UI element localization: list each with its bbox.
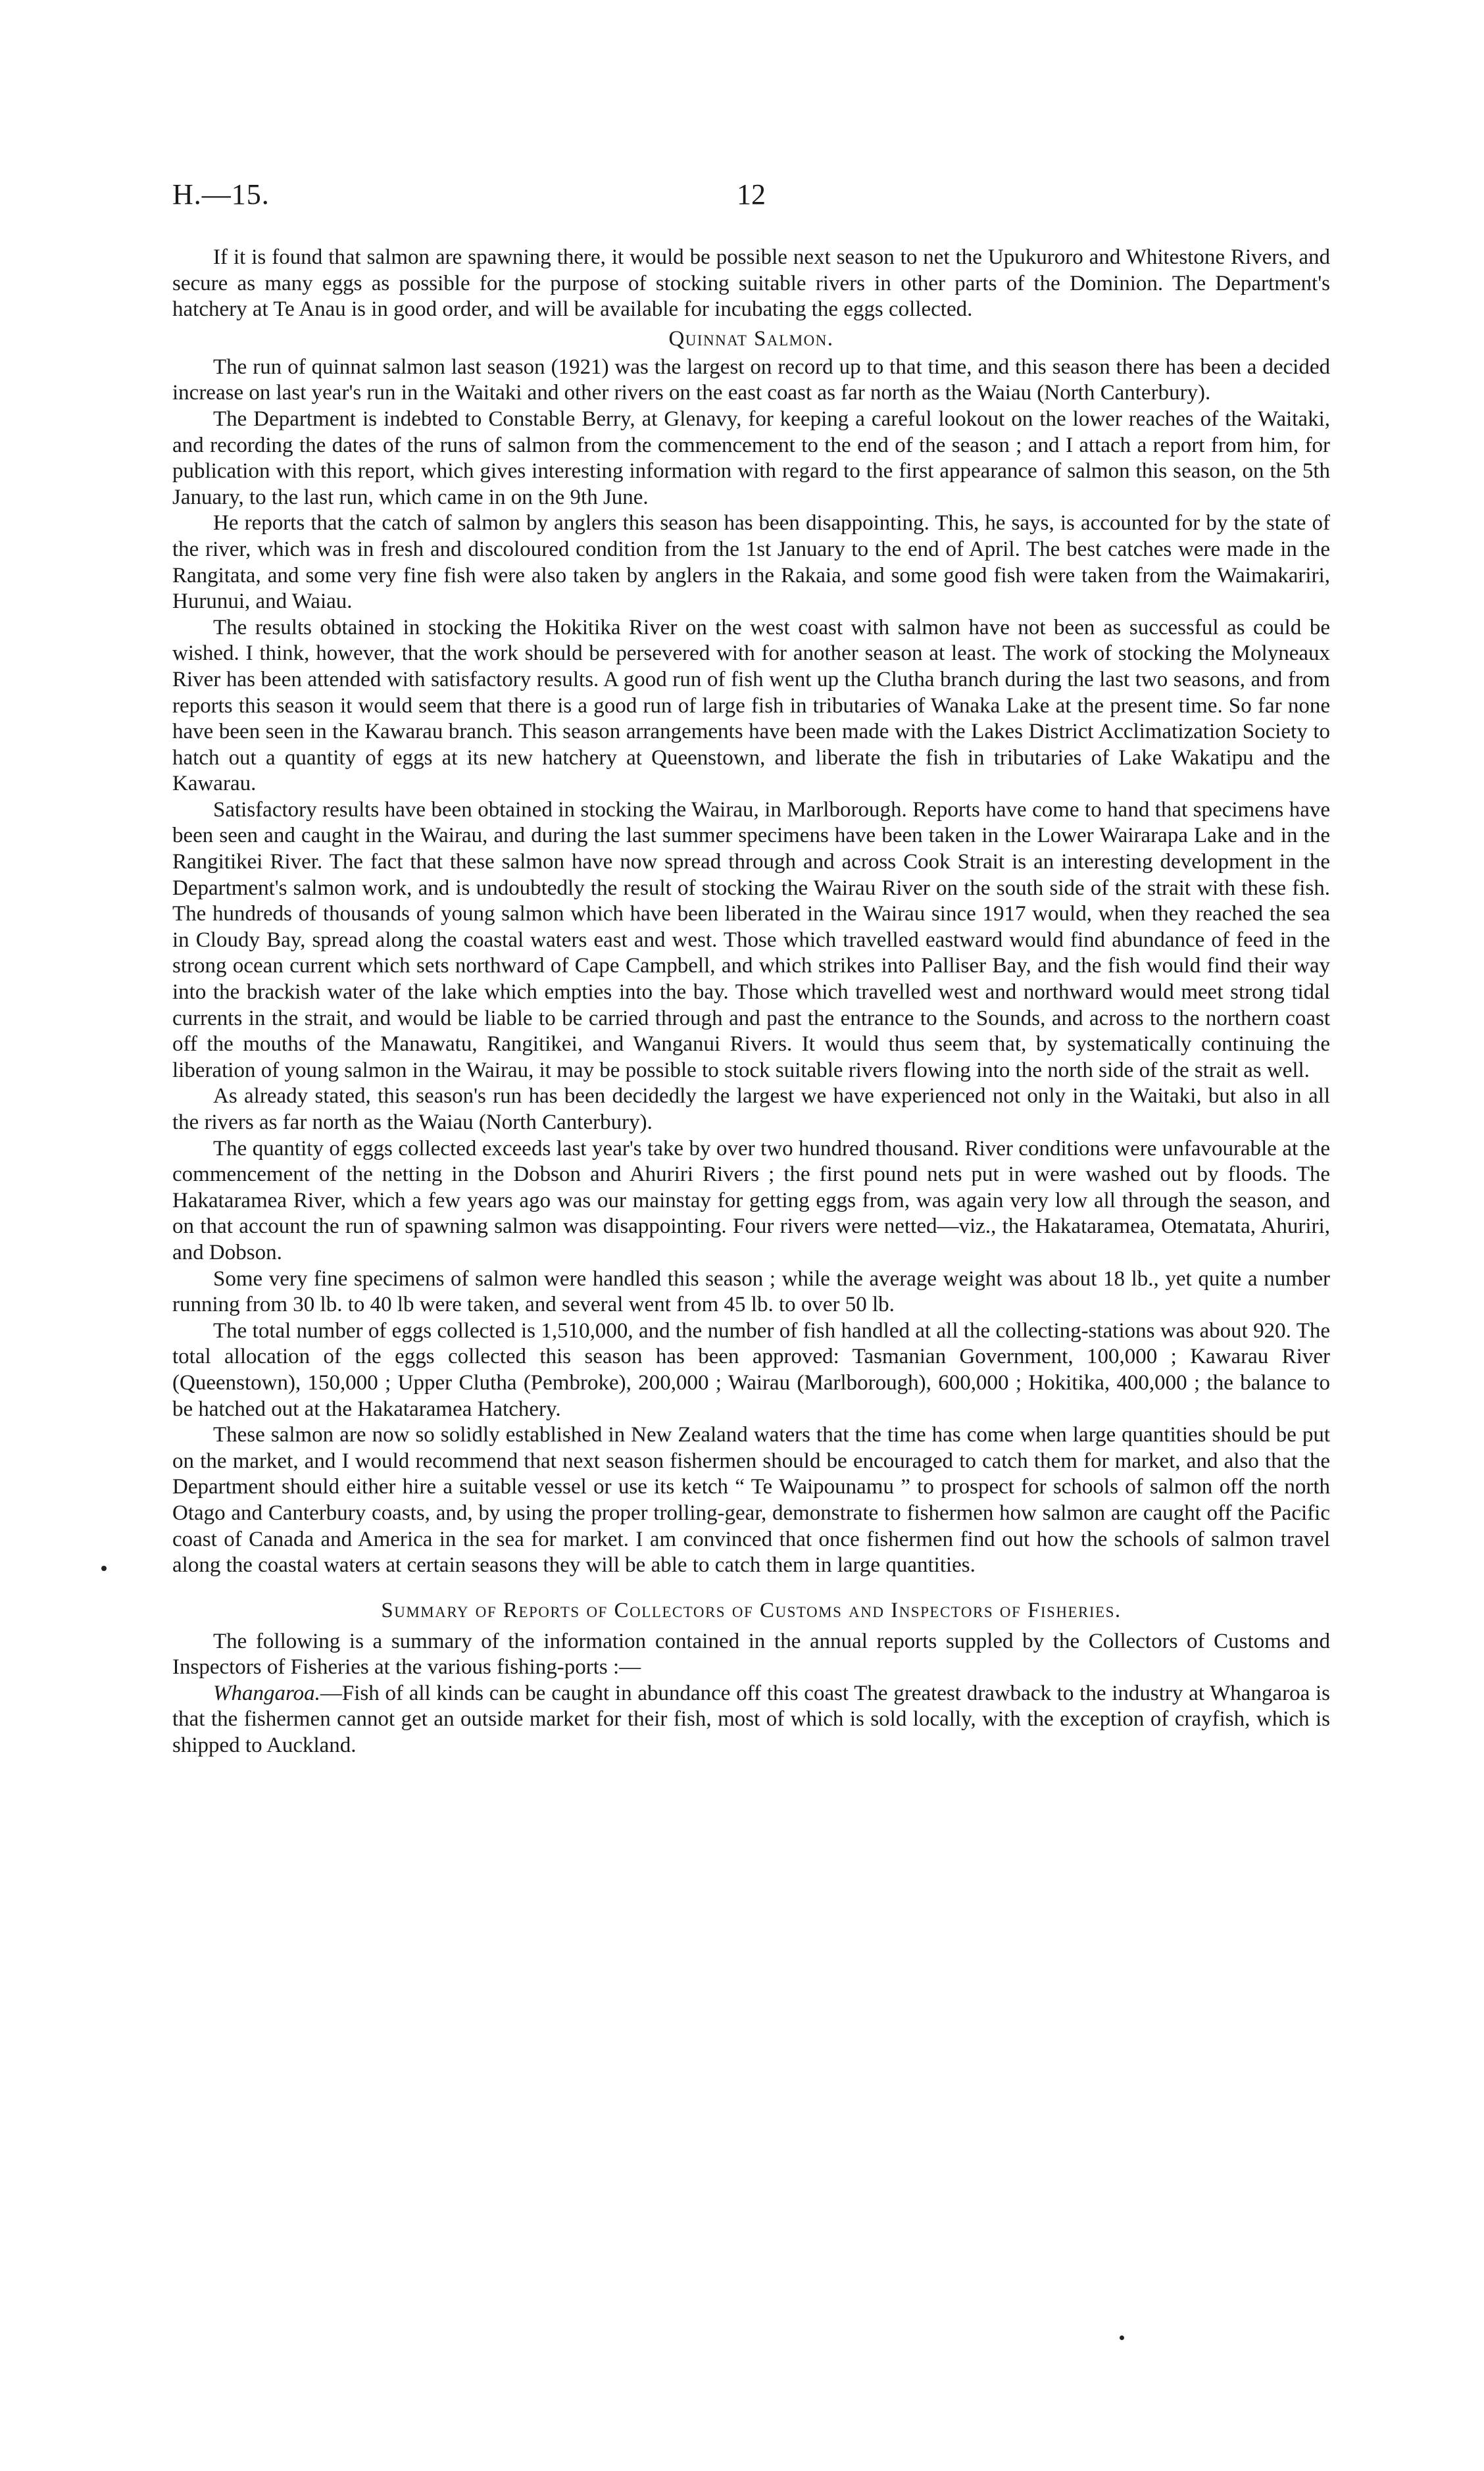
whangaroa-paragraph xyxy=(172,1681,1330,1759)
page-body xyxy=(172,245,1330,1759)
body-paragraph: The results obtained in stocking the Hokitika River on the west coast with salmon have not been as successful as could be wished. I think, however, that the work should be persevered with for another season at least. The work of stocking the Molyneaux River has been attended with satisfactory results. A good run of fish went up the Clutha branch during the last two seasons, and from reports this season it would seem that there is a good run of large fish in tributaries of Wanaka Lake at the present time. So far none have been seen in the Kawarau branch. This season arrangements have been made with the Lakes District Acclimatization Society to hatch out a quantity of eggs at its new hatchery at Queenstown, and liberate the fish in tributaries of Lake Wakatipu and the Kawarau. xyxy=(172,615,1330,796)
ink-speck xyxy=(1120,2335,1124,2340)
section-heading-quinnat: Quinnat Salmon. xyxy=(668,326,834,351)
page-number: 12 xyxy=(737,178,766,211)
body-paragraph: Some very fine specimens of salmon were handled this season ; while the average weight was about 18 lb., yet quite a number running from 30 lb. to 40 lb were taken, and several went from 45 lb. to over 50 lb. xyxy=(172,1266,1330,1317)
body-paragraph: The total number of eggs collected is 1,510,000, and the number of fish handled at all the collecting-stations was about 920. The total allocation of the eggs collected this season has been approved: Tasmanian Government, 100,000 ; Kawarau River (Queenstown), 150,000 ; Upper Clutha (Pembroke), 200,000 ; Wairau (Marlborough), 600,000 ; Hokitika, 400,000 ; the balance to be hatched out at the Hakataramea Hatchery. xyxy=(172,1318,1330,1421)
place-report-text: —Fish of all kinds can be caught in abundance off this coast The greatest drawback to the industry at Whangaroa is that the fishermen cannot get an outside market for their fish, most of which is sold locally, with the exception of crayfish, which is shipped to Auckland. xyxy=(172,1681,1330,1758)
document-reference: H.—15. xyxy=(172,178,270,211)
ink-speck xyxy=(101,1566,107,1571)
page-header xyxy=(172,178,1330,224)
body-paragraph: The quantity of eggs collected exceeds last year's take by over two hundred thousand. River conditions were unfavourable at the commencement of the netting in the Dobson and Ahuriri Rivers ; the first pound nets put in were washed out by floods. The Hakataramea River, which a few years ago was our mainstay for getting eggs from, was again very low all through the season, and on that account the run of spawning salmon was disappointing. Four rivers were netted—viz., the Hakataramea, Otematata, Ahuriri, and Dobson. xyxy=(172,1136,1330,1264)
body-paragraph: He reports that the catch of salmon by anglers this season has been disappointing. This, he says, is accounted for by the state of the river, which was in fresh and discoloured condition from the 1st January to the end of April. The best catches were made in the Rangitata, and some very fine fish were also taken by anglers in the Rakaia, and some good fish were taken from the Waimakariri, Hurunui, and Waiau. xyxy=(172,511,1330,614)
body-paragraph: The following is a summary of the information contained in the annual reports suppled by the Collectors of Customs and Inspectors of Fisheries at the various fishing-ports :— xyxy=(172,1629,1330,1680)
body-paragraph: These salmon are now so solidly established in New Zealand waters that the time has come when large quantities should be put on the market, and I would recommend that next season fishermen should be encouraged to catch them for market, and also that the Department should either hire a suitable vessel or use its ketch “ Te Waipounamu ” to prospect for schools of salmon off the north Otago and Canterbury coasts, and, by using the proper trolling-gear, demonstrate to fishermen how salmon are caught off the Pacific coast of Canada and America in the sea for market. I am convinced that once fishermen find out how the schools of salmon travel along the coastal waters at certain seasons they will be able to catch them in large quantities. xyxy=(172,1423,1330,1578)
section-heading-summary: Summary of Reports of Collectors of Customs and Inspectors of Fisheries. xyxy=(381,1598,1122,1622)
body-paragraph: The Department is indebted to Constable Berry, at Glenavy, for keeping a careful lookout on the lower reaches of the Waitaki, and recording the dates of the runs of salmon from the commencement to the end of the season ; and I attach a report from him, for publication with this report, which gives interesting information with regard to the first appearance of salmon this season, on the 5th January, to the last run, which came in on the 9th June. xyxy=(172,407,1330,509)
place-name: Whangaroa. xyxy=(213,1681,320,1705)
body-paragraph: The run of quinnat salmon last season (1921) was the largest on record up to that time, and this season there has been a decided increase on last year's run in the Waitaki and other rivers on the east coast as far north as the Waiau (North Canterbury). xyxy=(172,355,1330,405)
body-paragraph: Satisfactory results have been obtained in stocking the Wairau, in Marlborough. Reports have come to hand that specimens have been seen and caught in the Wairau, and during the last summer specimens have been taken in the Lower Wairarapa Lake and in the Rangitikei River. The fact that these salmon have now spread through and across Cook Strait is an interesting development in the Department's salmon work, and is undoubtedly the result of stocking the Wairau River on the south side of the strait with these fish. The hundreds of thousands of young salmon which have been liberated in the Wairau since 1917 would, when they reached the sea in Cloudy Bay, spread along the coastal waters east and west. Those which travelled eastward would find abundance of feed in the strong ocean current which sets northward of Cape Campbell, and which strikes into Palliser Bay, and the fish would find their way into the brackish water of the lake which empties into the bay. Those which travelled west and northward would meet strong tidal currents in the strait, and would be liable to be carried through and past the entrance to the Sounds, and across to the northern coast off the mouths of the Manawatu, Rangitikei, and Wanganui Rivers. It would thus seem that, by systematically continuing the liberation of young salmon in the Wairau, it may be possible to stock suitable rivers flowing into the north side of the strait as well. xyxy=(172,797,1330,1082)
intro-paragraph: If it is found that salmon are spawning there, it would be possible next season to net the Upukuroro and Whitestone Rivers, and secure as many eggs as possible for the purpose of stocking suitable rivers in other parts of the Dominion. The Department's hatchery at Te Anau is in good order, and will be available for incubating the eggs collected. xyxy=(172,245,1330,322)
body-paragraph: As already stated, this season's run has been decidedly the largest we have experienced not only in the Waitaki, but also in all the rivers as far north as the Waiau (North Canterbury). xyxy=(172,1084,1330,1134)
